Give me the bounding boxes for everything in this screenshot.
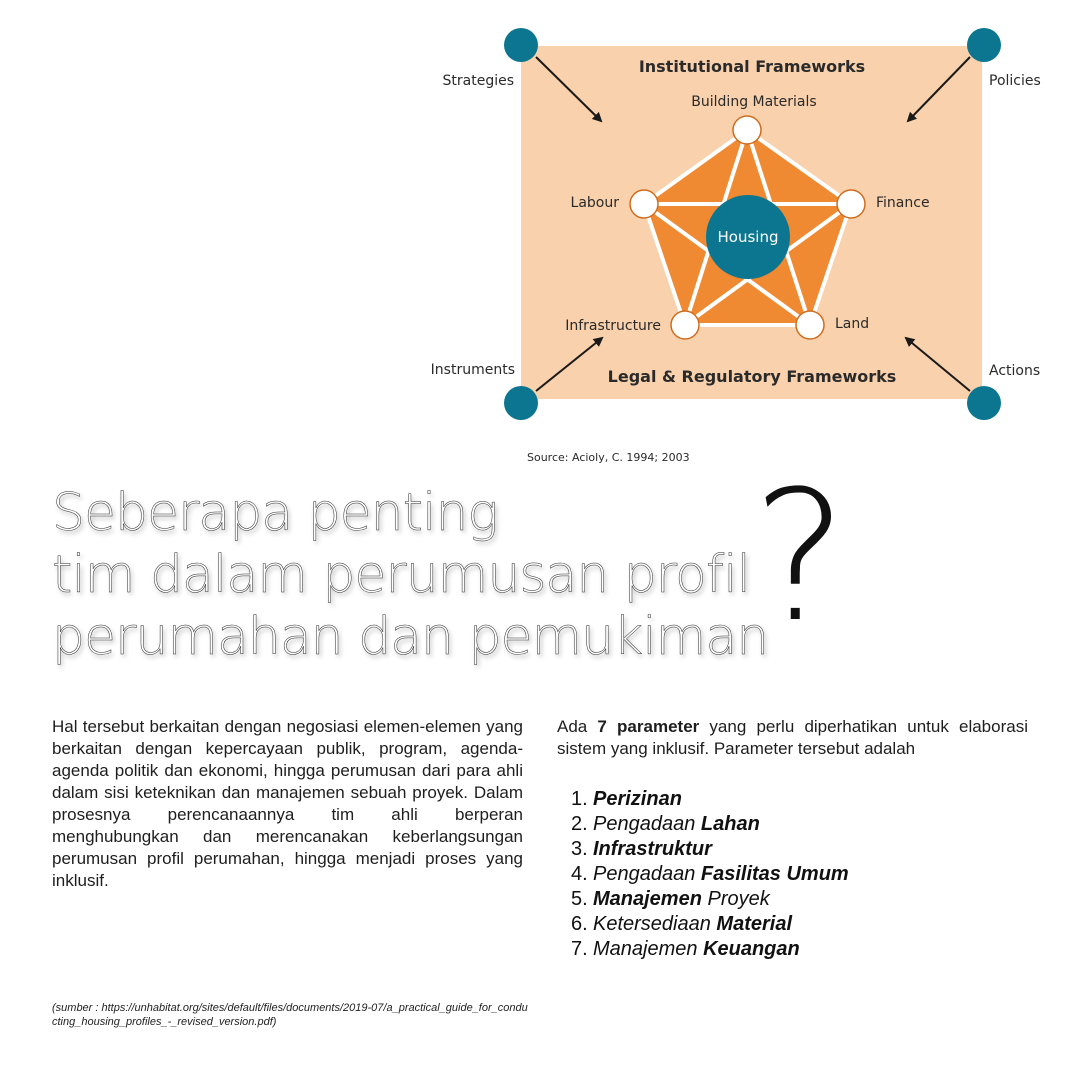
corner-dot-strategies (504, 28, 538, 62)
parameter-item: 2. Pengadaan Lahan (571, 813, 760, 835)
heading-line-2: tim dalam perumusan profil (52, 545, 751, 605)
label-land: Land (835, 316, 870, 332)
node-infrastructure (671, 311, 699, 339)
parameter-item: 6. Ketersediaan Material (571, 913, 793, 935)
parameter-item: 1. Perizinan (571, 788, 682, 810)
diagram-source: Source: Acioly, C. 1994; 2003 (527, 451, 690, 464)
intro-bold: 7 parameter (597, 717, 700, 736)
housing-label: Housing (717, 228, 779, 246)
parameter-item: 3. Infrastruktur (571, 838, 712, 860)
parameters-intro (557, 716, 1028, 760)
label-infrastructure: Infrastructure (565, 318, 661, 334)
source-note: (sumber : https://unhabitat.org/sites/default/files/documents/2019-07/a_practical_guide_for_condu cting_housing_profiles_-_revised_version.pdf) (52, 1002, 528, 1028)
question-mark: ? (752, 453, 848, 662)
label-labour: Labour (570, 195, 619, 211)
parameter-item: 5. Manajemen Proyek (571, 888, 770, 910)
label-strategies: Strategies (442, 73, 514, 89)
label-building-materials: Building Materials (691, 94, 817, 110)
heading-line-1: Seberapa penting (52, 483, 498, 543)
node-labour (630, 190, 658, 218)
label-actions: Actions (989, 363, 1041, 379)
corner-dot-actions (967, 386, 1001, 420)
parameter-item: 4. Pengadaan Fasilitas Umum (571, 863, 849, 885)
parameter-item: 7. Manajemen Keuangan (571, 938, 800, 960)
label-policies: Policies (989, 73, 1041, 89)
corner-dot-instruments (504, 386, 538, 420)
corner-dot-policies (967, 28, 1001, 62)
label-instruments: Instruments (430, 362, 515, 378)
housing-framework-diagram (0, 0, 1080, 480)
label-finance: Finance (876, 195, 930, 211)
node-land (796, 311, 824, 339)
left-paragraph: Hal tersebut berkaitan dengan negosiasi elemen-elemen yang berkaitan dengan kepercayaan publik, program, agenda-agenda politik dan ekonomi, hingga perumusan dari para ahli dalam sisi keteknikan dan manajemen sebuah proyek. Dalam prosesnya perencanaannya tim ahli berperan menghubungkan dan merencanakan keberlangsungan perumusan profil perumahan, hingga menjadi proses yang inklusif. (52, 717, 523, 890)
parameter-list (571, 787, 1028, 962)
legal-frameworks-title: Legal & Regulatory Frameworks (607, 367, 897, 386)
node-building-materials (733, 116, 761, 144)
node-finance (837, 190, 865, 218)
heading-line-3: perumahan dan pemukiman (52, 607, 769, 667)
intro-text-start: Ada (557, 717, 598, 736)
page-heading (52, 482, 768, 668)
institutional-frameworks-title: Institutional Frameworks (638, 57, 866, 76)
intro-text-end: yang perlu diperhatikan untuk elaborasi sistem yang inklusif. Parameter tersebut adalah (557, 717, 1028, 758)
right-column (557, 716, 1028, 962)
